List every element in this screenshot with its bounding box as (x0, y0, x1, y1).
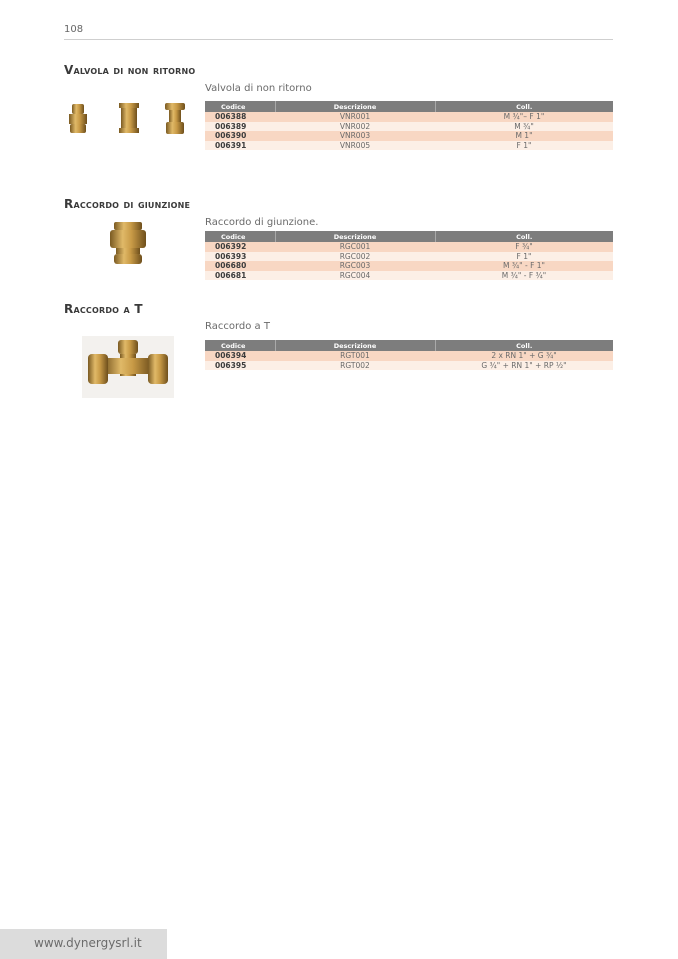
union-fitting-image (108, 220, 148, 266)
section-subtitle-raccordo-t: Raccordo a T (205, 321, 270, 332)
header-coll: Coll. (435, 231, 613, 242)
description-cell: VNR002 (275, 122, 435, 132)
connection-cell: F 1" (435, 141, 613, 151)
description-cell: VNR005 (275, 141, 435, 151)
section-title-valvola: Valvola di non ritorno (64, 63, 196, 77)
code-cell: 006393 (205, 252, 275, 262)
page-number: 108 (64, 24, 84, 35)
header-codice: Codice (205, 231, 275, 242)
connection-cell: M ¾" - F 1" (435, 261, 613, 271)
description-cell: RGC001 (275, 242, 435, 252)
check-valve-image (64, 100, 194, 138)
header-coll: Coll. (435, 340, 613, 351)
connection-cell: 2 x RN 1" + G ¾" (435, 351, 613, 361)
header-descrizione: Descrizione (275, 340, 435, 351)
table-row (205, 131, 613, 141)
table-raccordo-t (205, 340, 613, 370)
description-cell: RGC004 (275, 271, 435, 281)
connection-cell: G ¾" + RN 1" + RP ½" (435, 361, 613, 371)
section-title-giunzione: Raccordo di giunzione (64, 197, 191, 211)
section-subtitle-valvola: Valvola di non ritorno (205, 83, 312, 94)
table-row (205, 141, 613, 151)
table-row (205, 271, 613, 281)
table-row (205, 112, 613, 122)
table-row (205, 351, 613, 361)
code-cell: 006681 (205, 271, 275, 281)
connection-cell: F 1" (435, 252, 613, 262)
table-valvola (205, 101, 613, 150)
code-cell: 006389 (205, 122, 275, 132)
table-row (205, 252, 613, 262)
table-row (205, 122, 613, 132)
table-giunzione (205, 231, 613, 280)
code-cell: 006388 (205, 112, 275, 122)
description-cell: RGC003 (275, 261, 435, 271)
code-cell: 006391 (205, 141, 275, 151)
header-codice: Codice (205, 340, 275, 351)
connection-cell: M ¾"– F 1" (435, 112, 613, 122)
connection-cell: F ¾" (435, 242, 613, 252)
header-rule (64, 39, 613, 40)
description-cell: VNR003 (275, 131, 435, 141)
table-row (205, 261, 613, 271)
connection-cell: M ¾" - F ¾" (435, 271, 613, 281)
section-subtitle-giunzione: Raccordo di giunzione. (205, 217, 319, 228)
header-descrizione: Descrizione (275, 231, 435, 242)
description-cell: RGT002 (275, 361, 435, 371)
section-title-raccordo-t: Raccordo a T (64, 302, 143, 316)
description-cell: VNR001 (275, 112, 435, 122)
description-cell: RGT001 (275, 351, 435, 361)
code-cell: 006392 (205, 242, 275, 252)
code-cell: 006390 (205, 131, 275, 141)
code-cell: 006680 (205, 261, 275, 271)
code-cell: 006395 (205, 361, 275, 371)
code-cell: 006394 (205, 351, 275, 361)
table-row (205, 361, 613, 371)
tee-fitting-image (82, 336, 174, 398)
table-row (205, 242, 613, 252)
footer-website-link[interactable]: www.dynergysrl.it (34, 936, 142, 950)
header-coll: Coll. (435, 101, 613, 112)
header-descrizione: Descrizione (275, 101, 435, 112)
description-cell: RGC002 (275, 252, 435, 262)
header-codice: Codice (205, 101, 275, 112)
connection-cell: M ¾" (435, 122, 613, 132)
connection-cell: M 1" (435, 131, 613, 141)
